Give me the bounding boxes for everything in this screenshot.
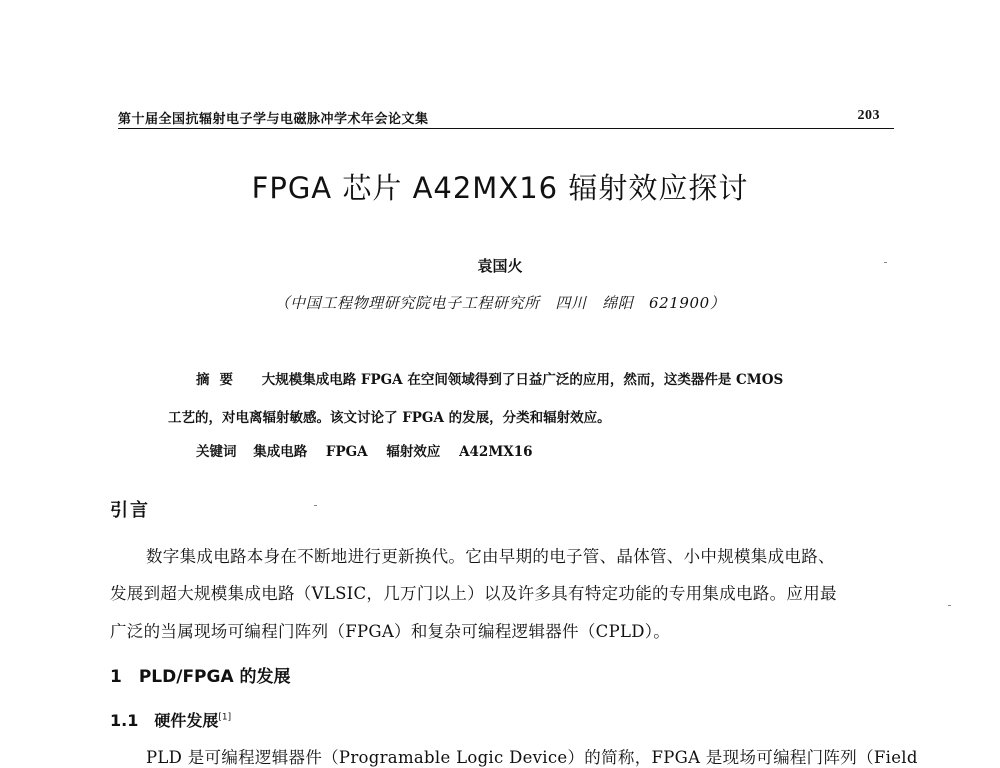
keyword-item: A42MX16 [459, 444, 533, 460]
subsection-title: 1.1 硬件发展 [110, 711, 219, 730]
author-name: 袁国火 [477, 257, 523, 275]
reference-marker: [1] [218, 712, 232, 723]
section-1-1-paragraph-line: PLD 是可编程逻辑器件（Programable Logic Device）的简称，FPGA 是现场可编程门阵列（Field [146, 748, 918, 767]
keyword-item: 辐射效应 [386, 444, 441, 460]
abstract-text-1: 大规模集成电路 FPGA 在空间领域得到了日益广泛的应用，然而，这类器件是 CMOS [261, 372, 784, 388]
abstract-text-2: 工艺的，对电离辐射敏感。该文讨论了 FPGA 的发展，分类和辐射效应。 [168, 410, 611, 426]
abstract-line-1 [196, 368, 783, 388]
keyword-item: FPGA [325, 444, 368, 460]
abstract-line-2 [168, 406, 611, 426]
abstract-label: 摘要 [196, 372, 243, 388]
page-number: 203 [857, 108, 880, 123]
intro-paragraph-line: 数字集成电路本身在不断地进行更新换代。它由早期的电子管、晶体管、小中规模集成电路、 [146, 547, 835, 566]
keyword-item: 集成电路 [253, 444, 308, 460]
keywords-line [196, 440, 547, 460]
paper-title: FPGA 芯片 A42MX16 辐射效应探讨 [251, 171, 749, 205]
intro-paragraph-line: 广泛的当属现场可编程门阵列（FPGA）和复杂可编程逻辑器件（CPLD）。 [110, 622, 671, 641]
scan-speck [884, 262, 887, 263]
keywords-label: 关键词 [196, 444, 237, 460]
intro-paragraph-line: 发展到超大规模集成电路（VLSIC，几万门以上）以及许多具有特定功能的专用集成电路。应用最 [110, 584, 837, 603]
journal-title: 第十届全国抗辐射电子学与电磁脉冲学术年会论文集 [118, 112, 429, 127]
running-header [118, 108, 894, 129]
subsection-heading-1-1 [110, 708, 231, 731]
section-heading-1: 1 PLD/FPGA 的发展 [110, 667, 291, 687]
scan-speck [314, 505, 317, 506]
author-affiliation: （中国工程物理研究院电子工程研究所 四川 绵阳 621900） [274, 294, 726, 312]
scan-speck [948, 605, 951, 606]
section-heading-intro: 引言 [110, 500, 150, 521]
